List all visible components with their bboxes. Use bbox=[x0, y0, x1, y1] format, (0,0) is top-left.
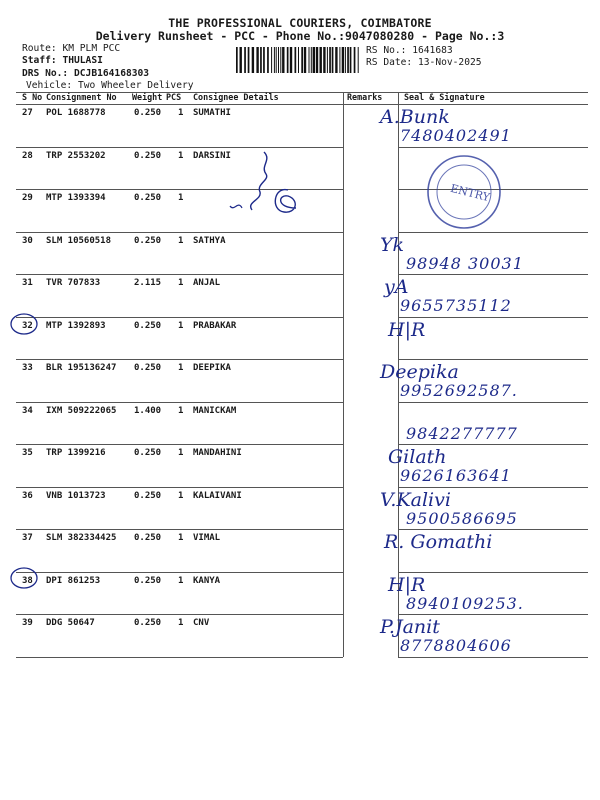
row-consignment-no: VNB 1013723 bbox=[46, 490, 106, 501]
row-pcs: 1 bbox=[178, 235, 184, 246]
row-consignee: PRABAKAR bbox=[193, 320, 237, 331]
barcode-bar bbox=[240, 47, 242, 73]
row-consignment-no: TVR 707833 bbox=[46, 278, 101, 288]
row-sno: 37 bbox=[22, 533, 33, 543]
grid-line bbox=[16, 529, 343, 530]
handwritten-signature: A.Bunk bbox=[380, 106, 450, 128]
grid-line bbox=[16, 359, 343, 360]
barcode-bar bbox=[287, 47, 289, 73]
handwritten-phone: 9626163641 bbox=[400, 466, 512, 485]
grid-line bbox=[398, 487, 588, 488]
row-weight: 0.250 bbox=[134, 363, 162, 373]
handwritten-phone: 8940109253. bbox=[406, 593, 524, 613]
handwritten-signature: Gilath bbox=[388, 446, 447, 468]
route-line bbox=[22, 43, 120, 54]
barcode-bar bbox=[304, 47, 306, 73]
grid-line bbox=[16, 444, 343, 445]
barcode-bar bbox=[282, 47, 284, 73]
col-sno: S No bbox=[22, 92, 43, 102]
barcode-image bbox=[236, 47, 360, 73]
row-consignee: VIMAL bbox=[193, 533, 221, 543]
route-label: Route: bbox=[22, 43, 57, 54]
row-sno: 38 bbox=[22, 575, 33, 586]
barcode-bar bbox=[354, 47, 356, 73]
barcode-bar bbox=[236, 47, 238, 73]
handwritten-signature: Deepika bbox=[380, 361, 459, 383]
barcode-bar bbox=[323, 47, 325, 73]
col-consignment: Consignment No bbox=[46, 92, 117, 102]
barcode-bar bbox=[316, 47, 318, 73]
row-pcs: 1 bbox=[178, 490, 184, 501]
route-value: KM PLM PCC bbox=[62, 43, 121, 54]
row-weight: 0.250 bbox=[134, 320, 162, 331]
row-sno: 33 bbox=[22, 363, 33, 373]
row-consignment-no: MTP 1393394 bbox=[46, 193, 106, 203]
row-sno: 34 bbox=[22, 405, 33, 416]
vehicle-value: Two Wheeler Delivery bbox=[78, 80, 194, 91]
row-pcs: 1 bbox=[178, 448, 184, 458]
grid-line bbox=[343, 92, 344, 657]
row-consignment-no: TRP 2553202 bbox=[46, 150, 106, 161]
col-pcs: PCS bbox=[166, 92, 182, 102]
row-consignee: CNV bbox=[193, 618, 210, 628]
rs-date-value: 13-Nov-2025 bbox=[418, 57, 482, 68]
grid-line bbox=[398, 402, 588, 403]
barcode-bar bbox=[358, 47, 359, 73]
row-consignment-no: POL 1688778 bbox=[46, 108, 106, 118]
barcode-bar bbox=[345, 47, 346, 73]
barcode-bar bbox=[309, 47, 310, 73]
row-consignment-no: TRP 1399216 bbox=[46, 448, 106, 458]
row-sno: 32 bbox=[22, 320, 33, 331]
circle-mark-32 bbox=[8, 312, 40, 336]
rs-date-line bbox=[366, 57, 482, 68]
handwritten-signature: R. Gomathi bbox=[384, 531, 493, 553]
handwritten-signature: H|R bbox=[388, 318, 426, 341]
grid-line bbox=[16, 147, 343, 148]
barcode-bar bbox=[347, 47, 349, 73]
row-weight: 0.250 bbox=[134, 575, 162, 586]
handwritten-signature: P.Janit bbox=[380, 616, 440, 638]
handwritten-signature: H|R bbox=[388, 573, 426, 596]
row-consignment-no: DPI 861253 bbox=[46, 575, 101, 586]
barcode-bar bbox=[252, 47, 254, 73]
row-pcs: 1 bbox=[178, 363, 184, 373]
row-consignee: MANDAHINI bbox=[193, 448, 242, 458]
entry-stamp bbox=[420, 152, 510, 232]
barcode-bar bbox=[256, 47, 258, 73]
grid-line bbox=[16, 487, 343, 488]
barcode-bar bbox=[290, 47, 292, 73]
vehicle-line bbox=[26, 80, 194, 91]
rs-date-label: RS Date: bbox=[366, 57, 413, 68]
barcode-bar bbox=[332, 47, 334, 73]
grid-line bbox=[398, 614, 588, 615]
barcode-bar bbox=[260, 47, 262, 73]
row-consignment-no: SLM 382334425 bbox=[46, 533, 117, 543]
handwritten-phone: 9655735112 bbox=[400, 296, 512, 315]
row-pcs: 1 bbox=[178, 278, 184, 288]
row-pcs: 1 bbox=[178, 108, 184, 118]
row-consignee: KALAIVANI bbox=[193, 490, 242, 501]
barcode-bar bbox=[350, 47, 352, 73]
company-title: THE PROFESSIONAL COURIERS, COIMBATORE bbox=[168, 16, 432, 30]
row-weight: 0.250 bbox=[134, 108, 162, 118]
row-sno: 35 bbox=[22, 448, 33, 458]
barcode-bar bbox=[320, 47, 322, 73]
barcode-bar bbox=[276, 47, 277, 73]
grid-line bbox=[398, 572, 588, 573]
row-consignment-no: DDG 50647 bbox=[46, 618, 95, 628]
grid-line bbox=[398, 147, 588, 148]
row-consignment-no: IXM 509222065 bbox=[46, 405, 117, 416]
barcode-bar bbox=[248, 47, 250, 73]
row-sno: 31 bbox=[22, 278, 33, 288]
signature-scribble-28 bbox=[226, 150, 316, 230]
grid-line bbox=[16, 572, 343, 573]
barcode-bar bbox=[280, 47, 281, 73]
rs-no-label: RS No.: bbox=[366, 45, 407, 56]
row-consignee: DEEPIKA bbox=[193, 363, 231, 373]
barcode-bar bbox=[298, 47, 299, 73]
grid-line bbox=[398, 657, 588, 658]
grid-line bbox=[398, 359, 588, 360]
grid-line bbox=[16, 657, 343, 658]
col-weight: Weight bbox=[132, 92, 163, 102]
row-sno: 30 bbox=[22, 235, 33, 246]
grid-line bbox=[398, 444, 588, 445]
row-consignee: MANICKAM bbox=[193, 405, 237, 416]
grid-line bbox=[16, 274, 343, 275]
barcode-bar bbox=[295, 47, 297, 73]
grid-line bbox=[16, 614, 343, 615]
row-weight: 0.250 bbox=[134, 193, 162, 203]
grid-line bbox=[398, 317, 588, 318]
row-pcs: 1 bbox=[178, 618, 184, 628]
barcode-bar bbox=[271, 47, 272, 73]
row-weight: 0.250 bbox=[134, 235, 162, 246]
row-sno: 39 bbox=[22, 618, 33, 628]
barcode-bar bbox=[278, 47, 279, 73]
handwritten-signature: yA bbox=[384, 276, 409, 298]
barcode-bar bbox=[311, 47, 312, 73]
row-weight: 0.250 bbox=[134, 448, 162, 458]
row-consignee: SATHYA bbox=[193, 235, 226, 246]
col-consignee: Consignee Details bbox=[193, 92, 279, 102]
grid-line bbox=[16, 317, 343, 318]
handwritten-phone: 9952692587. bbox=[400, 381, 518, 400]
barcode-bar bbox=[313, 47, 315, 73]
barcode-bar bbox=[274, 47, 275, 73]
grid-line bbox=[398, 529, 588, 530]
barcode-bar bbox=[342, 47, 344, 73]
row-consignee: ANJAL bbox=[193, 278, 221, 288]
row-weight: 1.400 bbox=[134, 405, 162, 416]
row-sno: 27 bbox=[22, 108, 33, 118]
row-consignee: DARSINI bbox=[193, 150, 231, 161]
rs-no-value: 1641683 bbox=[412, 45, 453, 56]
barcode-bar bbox=[244, 47, 246, 73]
row-weight: 2.115 bbox=[134, 278, 162, 288]
barcode-bar bbox=[267, 47, 269, 73]
barcode-bar bbox=[335, 47, 337, 73]
col-remarks: Remarks bbox=[347, 92, 383, 102]
row-pcs: 1 bbox=[178, 150, 184, 161]
row-consignee: KANYA bbox=[193, 575, 221, 586]
row-consignee: SUMATHI bbox=[193, 108, 231, 118]
row-sno: 29 bbox=[22, 193, 33, 203]
row-consignment-no: BLR 195136247 bbox=[46, 363, 117, 373]
row-weight: 0.250 bbox=[134, 150, 162, 161]
handwritten-phone: 8778804606 bbox=[400, 636, 512, 655]
stamp-text: ENTRY bbox=[448, 181, 492, 205]
grid-line bbox=[16, 104, 588, 105]
row-sno: 28 bbox=[22, 150, 33, 161]
row-weight: 0.250 bbox=[134, 490, 162, 501]
row-pcs: 1 bbox=[178, 320, 184, 331]
handwritten-signature: V.Kalivi bbox=[380, 488, 451, 511]
handwritten-phone: 98948 30031 bbox=[406, 253, 524, 273]
handwritten-signature: Yk bbox=[380, 233, 405, 256]
row-consignment-no: MTP 1392893 bbox=[46, 320, 106, 331]
row-pcs: 1 bbox=[178, 533, 184, 543]
runsheet-subtitle: Delivery Runsheet - PCC - Phone No.:9047080280 - Page No.:3 bbox=[95, 29, 505, 43]
handwritten-phone: 7480402491 bbox=[400, 126, 512, 145]
row-pcs: 1 bbox=[178, 575, 184, 586]
row-consignment-no: SLM 10560518 bbox=[46, 235, 112, 246]
vehicle-label: Vehicle: bbox=[26, 80, 73, 91]
drs-value: DCJB164168303 bbox=[74, 68, 150, 79]
handwritten-phone: 9500586695 bbox=[406, 508, 518, 528]
barcode-bar bbox=[327, 47, 328, 73]
row-pcs: 1 bbox=[178, 405, 184, 416]
grid-line bbox=[398, 274, 588, 275]
handwritten-phone: 9842277777 bbox=[406, 423, 518, 443]
barcode-bar bbox=[339, 47, 340, 73]
staff-line bbox=[22, 55, 103, 66]
barcode-bar bbox=[301, 47, 303, 73]
drs-line bbox=[22, 68, 149, 79]
row-weight: 0.250 bbox=[134, 533, 162, 543]
barcode-bar bbox=[263, 47, 265, 73]
staff-label: Staff: bbox=[22, 55, 57, 66]
drs-label: DRS No.: bbox=[22, 68, 69, 79]
col-seal-signature: Seal & Signature bbox=[404, 92, 485, 102]
rs-no-line bbox=[366, 45, 453, 56]
row-weight: 0.250 bbox=[134, 618, 162, 628]
circle-mark-38 bbox=[8, 566, 40, 590]
barcode-bar bbox=[329, 47, 331, 73]
row-pcs: 1 bbox=[178, 193, 184, 203]
staff-value: THULASI bbox=[62, 55, 103, 66]
grid-line bbox=[16, 402, 343, 403]
grid-line bbox=[16, 232, 343, 233]
row-sno: 36 bbox=[22, 490, 33, 501]
